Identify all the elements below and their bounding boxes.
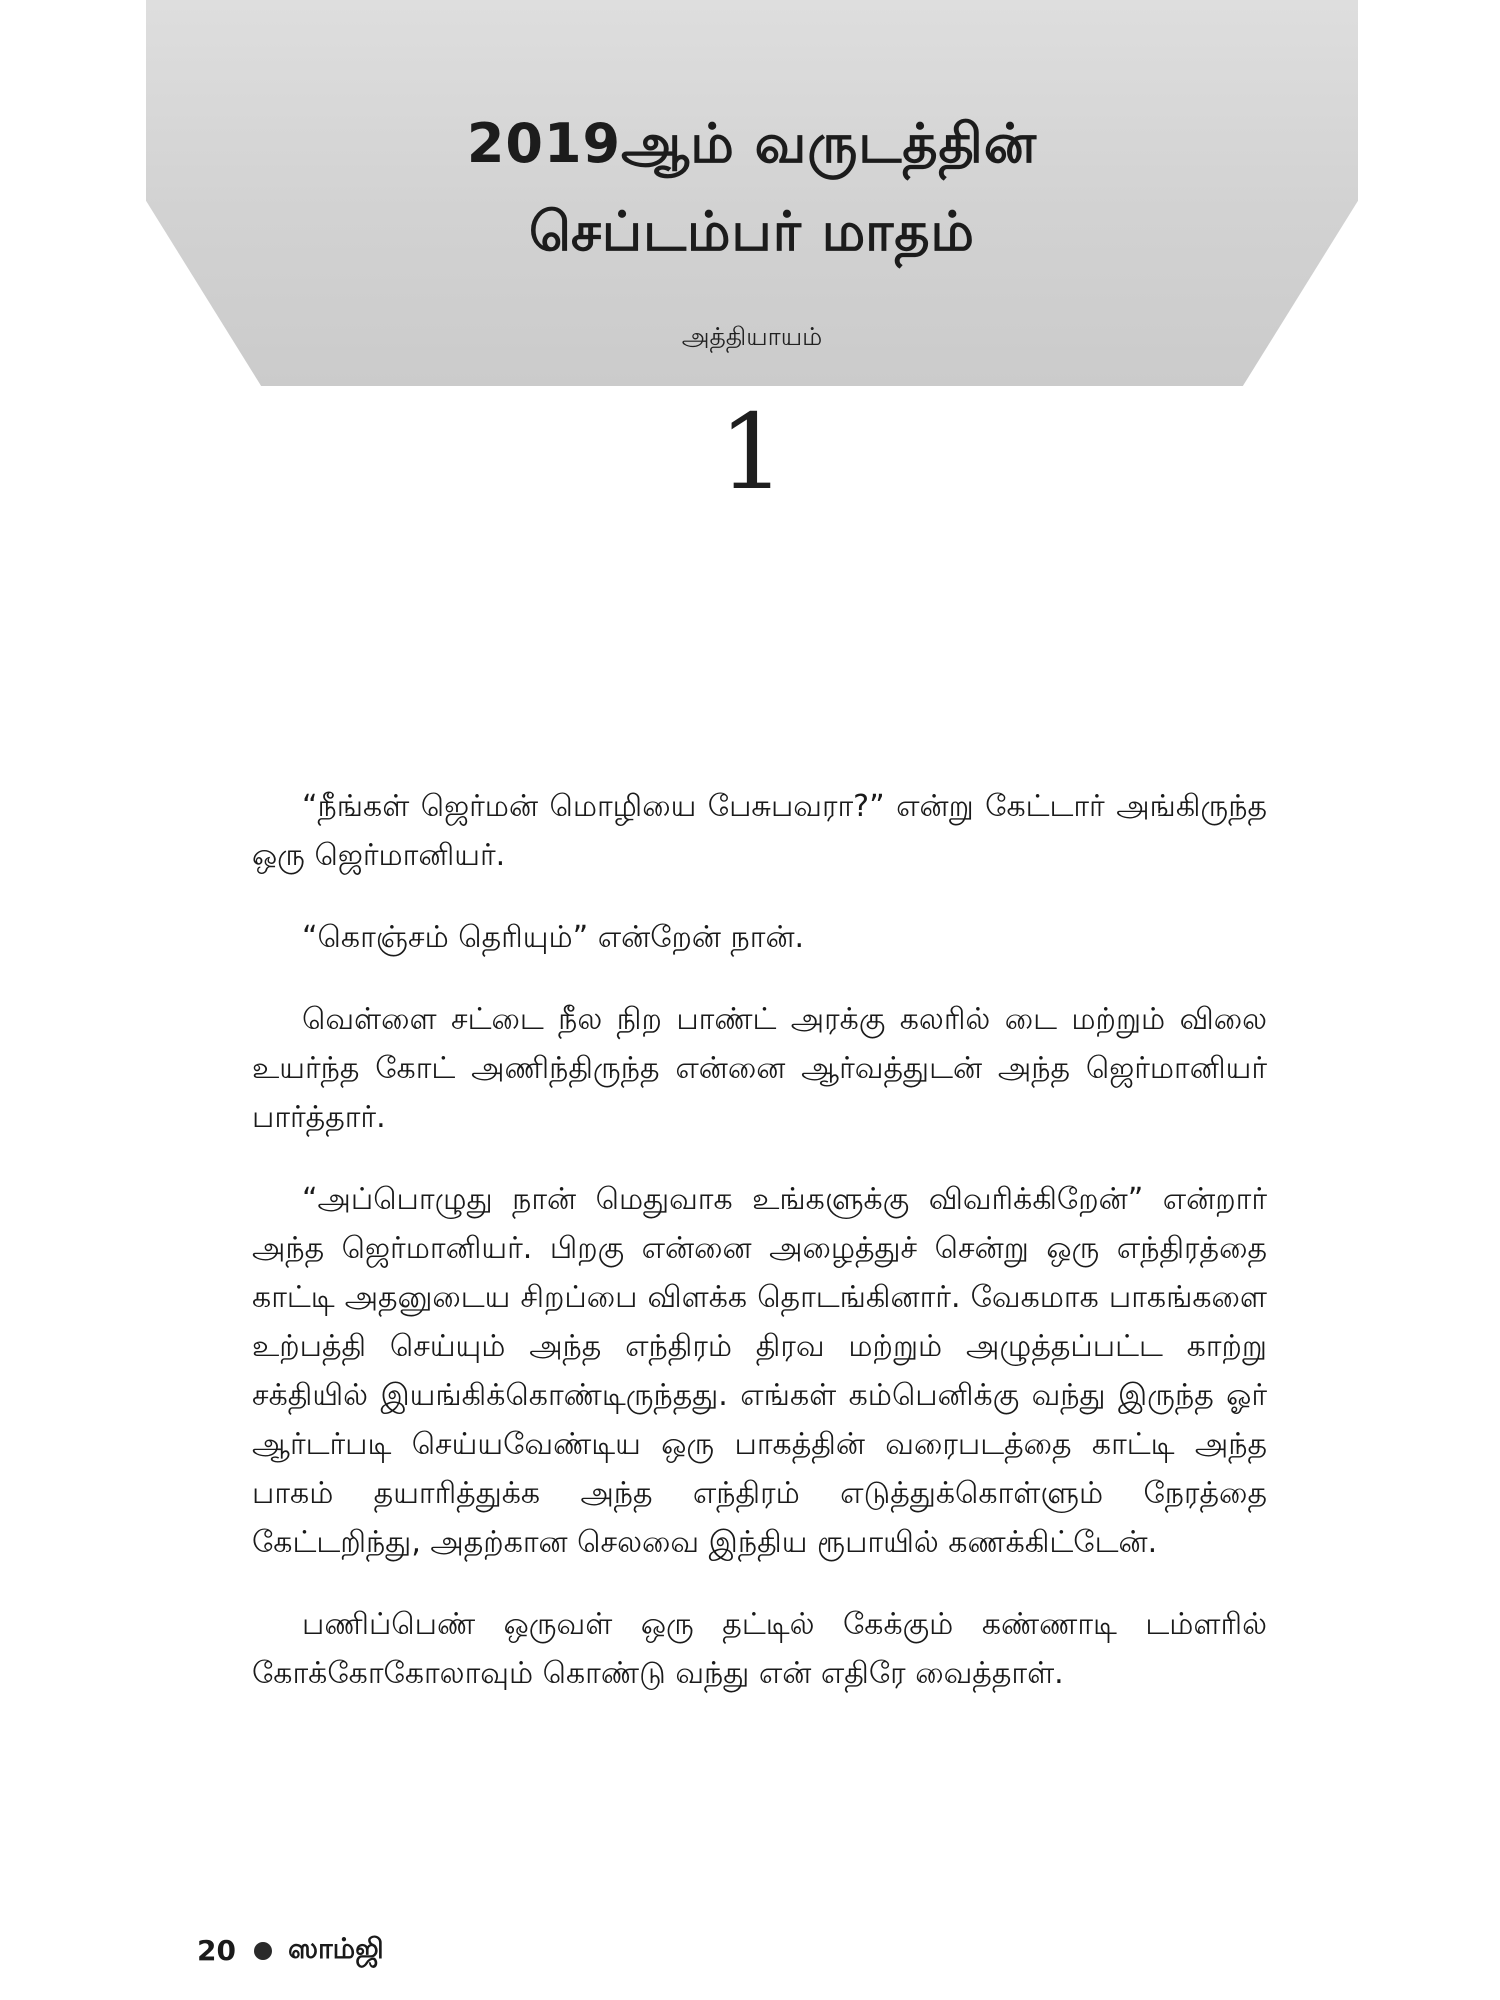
page-number: 20 [197,1934,236,1967]
paragraph-3: வெள்ளை சட்டை நீல நிற பாண்ட் அரக்கு கலரில் டை மற்றும் விலை உயர்ந்த கோட் அணிந்திருந்த என்னை ஆர்வத்துடன் அந்த ஜெர்மானியர் பார்த்தார். [252,1002,1267,1135]
chapter-title [146,100,1358,276]
bullet-icon [254,1942,272,1960]
paragraph-5: பணிப்பெண் ஒருவள் ஒரு தட்டில் கேக்கும் கண்ணாடி டம்ளரில் கோக்கோகோலாவும் கொண்டு வந்து என் எதிரே வைத்தாள். [252,1607,1267,1691]
chapter-title-line-2: செப்டம்பர் மாதம் [528,200,976,263]
paragraph-4: “அப்பொழுது நான் மெதுவாக உங்களுக்கு விவரிக்கிறேன்” என்றார் அந்த ஜெர்மானியர். பிறகு என்னை அழைத்துச் சென்று ஒரு எந்திரத்தை காட்டி அதனுடைய சிறப்பை விளக்க தொடங்கினார். வேகமாக பாகங்களை உற்பத்தி செய்யும் அந்த எந்திரம் திரவ மற்றும் அழுத்தப்பட்ட காற்று சக்தியில் இயங்கிக்கொண்டிருந்தது. எங்கள் கம்பெனிக்கு வந்து இருந்த ஓர் ஆர்டர்படி செய்யவேண்டிய ஒரு பாகத்தின் வரைபடத்தை காட்டி அந்த பாகம் தயாரித்துக்க அந்த எந்திரம் எடுத்துக்கொள்ளும் நேரத்தை கேட்டறிந்து, அதற்கான செலவை இந்திய ரூபாயில் கணக்கிட்டேன். [252,1182,1267,1560]
paragraph-1: “நீங்கள் ஜெர்மன் மொழியை பேசுபவரா?” என்று கேட்டார் அங்கிருந்த ஒரு ஜெர்மானியர். [252,789,1267,873]
author-name: ஸாம்ஜி [287,1932,384,1965]
chapter-title-line-1: 2019ஆம் வருடத்தின் [466,112,1038,175]
chapter-body [252,782,1267,1731]
paragraph-2: “கொஞ்சம் தெரியும்” என்றேன் நான். [302,920,805,955]
chapter-label: அத்தியாயம் [681,322,823,351]
chapter-number: 1 [718,391,786,513]
page-footer [197,1932,384,1969]
